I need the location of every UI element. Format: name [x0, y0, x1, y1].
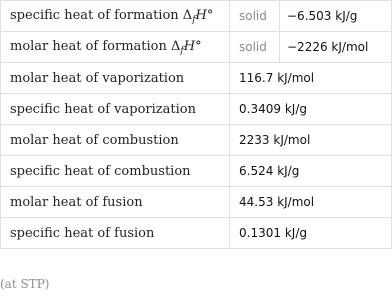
- table-row: [1, 94, 392, 125]
- property-value: −2226 kJ/mol: [280, 32, 392, 63]
- property-value: 0.1301 kJ/g: [230, 218, 392, 249]
- table-row: [1, 1, 392, 32]
- table-row: [1, 63, 392, 94]
- property-value: 44.53 kJ/mol: [230, 187, 392, 218]
- property-label: molar heat of formation $\Delta_fH^\circ$: [1, 32, 230, 63]
- phase-qualifier: solid: [230, 1, 280, 32]
- property-label: molar heat of fusion: [1, 187, 230, 218]
- property-label: molar heat of vaporization: [1, 63, 230, 94]
- footnote: (at STP): [0, 277, 50, 291]
- property-value: 6.524 kJ/g: [230, 156, 392, 187]
- table-row: [1, 156, 392, 187]
- property-label: specific heat of vaporization: [1, 94, 230, 125]
- property-value: 2233 kJ/mol: [230, 125, 392, 156]
- property-label: molar heat of combustion: [1, 125, 230, 156]
- property-value: 116.7 kJ/mol: [230, 63, 392, 94]
- phase-qualifier: solid: [230, 32, 280, 63]
- table-row: [1, 125, 392, 156]
- table-row: [1, 218, 392, 249]
- property-label: specific heat of combustion: [1, 156, 230, 187]
- property-value: 0.3409 kJ/g: [230, 94, 392, 125]
- property-label: specific heat of formation $\Delta_fH^\circ$: [1, 1, 230, 32]
- table-row: [1, 32, 392, 63]
- property-label: specific heat of fusion: [1, 218, 230, 249]
- table-row: [1, 187, 392, 218]
- property-value: −6.503 kJ/g: [280, 1, 392, 32]
